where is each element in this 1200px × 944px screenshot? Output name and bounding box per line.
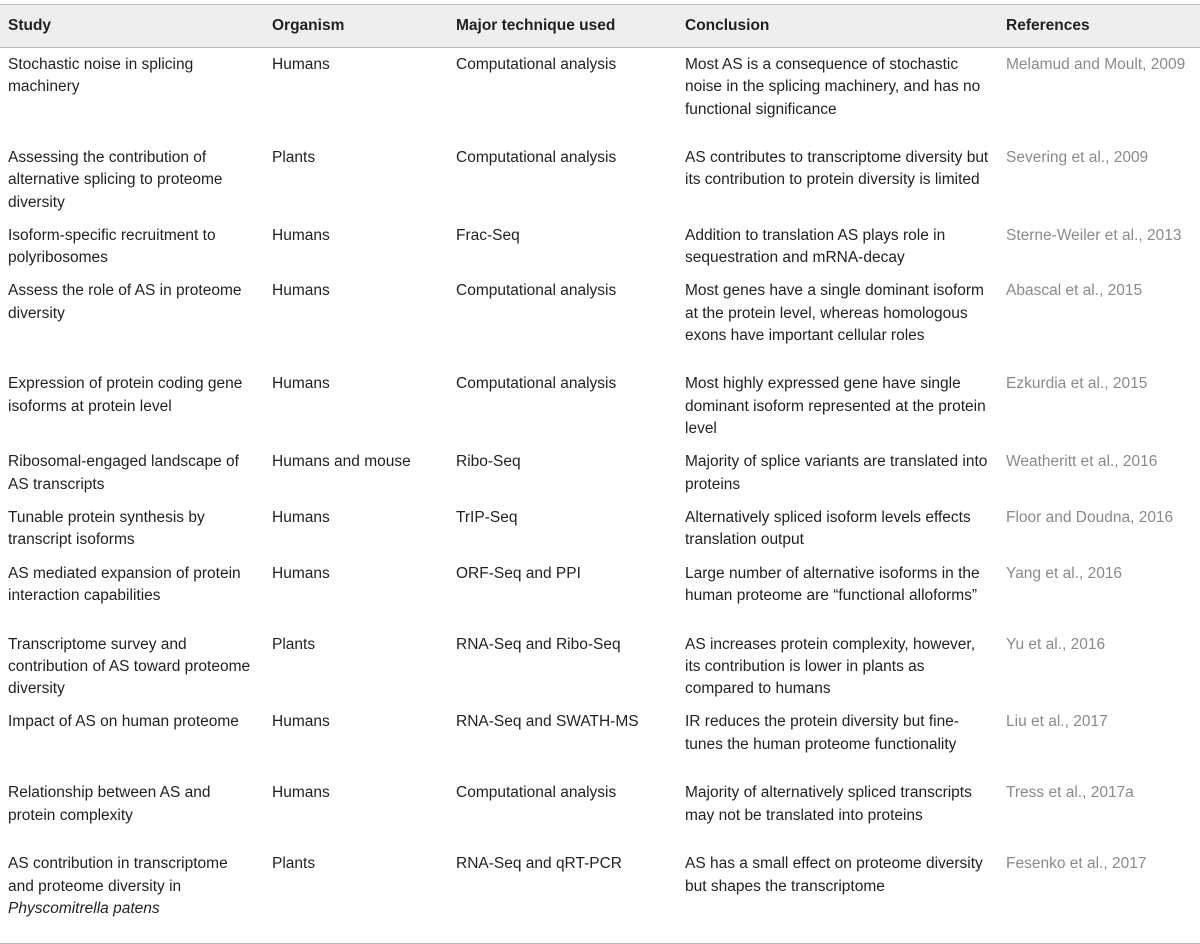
cell-conclusion: Majority of splice variants are translated into proteins bbox=[685, 453, 988, 493]
cell-conclusion: Addition to translation AS plays role in sequestration and mRNA-decay bbox=[685, 226, 946, 267]
cell-reference: Floor and Doudna, 2016 bbox=[1006, 508, 1174, 526]
cell-organism: Humans bbox=[272, 713, 330, 731]
cell-study-text: AS contribution in transcriptome and proteome diversity in bbox=[8, 855, 228, 895]
cell-technique: Computational analysis bbox=[456, 282, 617, 300]
table-row bbox=[0, 367, 1200, 445]
cell-reference: Ezkurdia et al., 2015 bbox=[1006, 375, 1148, 393]
table-row bbox=[0, 219, 1200, 275]
cell-organism: Humans bbox=[272, 282, 330, 300]
cell-organism: Plants bbox=[272, 149, 316, 166]
table-row bbox=[0, 274, 1200, 367]
cell-reference: Weatheritt et al., 2016 bbox=[1006, 453, 1158, 471]
cell-technique: Computational analysis bbox=[456, 56, 617, 73]
cell-reference: Yu et al., 2016 bbox=[1006, 635, 1106, 653]
header-technique: Major technique used bbox=[456, 17, 616, 34]
table-row bbox=[0, 141, 1200, 219]
cell-reference: Sterne-Weiler et al., 2013 bbox=[1006, 226, 1182, 244]
cell-study: Impact of AS on human proteome bbox=[8, 713, 239, 731]
studies-table-container bbox=[0, 4, 1200, 923]
cell-study: Transcriptome survey and contribution of AS toward proteome diversity bbox=[8, 635, 251, 698]
cell-technique: RNA-Seq and SWATH-MS bbox=[456, 713, 639, 731]
cell-study: Relationship between AS and protein complexity bbox=[8, 784, 211, 824]
table-row bbox=[0, 557, 1200, 628]
cell-organism: Humans bbox=[272, 375, 330, 393]
table-row bbox=[0, 705, 1200, 776]
cell-study: Ribosomal-engaged landscape of AS transcripts bbox=[8, 453, 239, 493]
table-row bbox=[0, 501, 1200, 557]
header-organism: Organism bbox=[272, 17, 345, 34]
cell-technique: TrIP-Seq bbox=[456, 508, 518, 526]
table-row bbox=[0, 628, 1200, 706]
cell-organism: Humans and mouse bbox=[272, 453, 411, 471]
cell-conclusion: AS increases protein complexity, however, its contribution is lower in plants as compared to humans bbox=[685, 635, 976, 698]
cell-study bbox=[0, 847, 264, 944]
cell-technique: Computational analysis bbox=[456, 784, 617, 802]
cell-conclusion: AS has a small effect on proteome diversity but shapes the transcriptome bbox=[685, 855, 983, 895]
cell-reference: Yang et al., 2016 bbox=[1006, 564, 1123, 582]
cell-organism: Humans bbox=[272, 564, 330, 582]
table-row bbox=[0, 445, 1200, 501]
cell-technique: Frac-Seq bbox=[456, 226, 520, 244]
cell-reference: Abascal et al., 2015 bbox=[1006, 282, 1143, 300]
cell-technique: Ribo-Seq bbox=[456, 453, 521, 471]
header-study: Study bbox=[8, 17, 52, 34]
header-row bbox=[0, 5, 1200, 48]
cell-conclusion: Large number of alternative isoforms in the human proteome are “functional alloforms” bbox=[685, 564, 980, 604]
cell-study: Assess the role of AS in proteome diversity bbox=[8, 282, 242, 322]
table-body bbox=[0, 48, 1200, 944]
cell-reference: Tress et al., 2017a bbox=[1006, 784, 1134, 802]
cell-conclusion: Most AS is a consequence of stochastic noise in the splicing machinery, and has no functional significance bbox=[685, 56, 981, 118]
cell-organism: Humans bbox=[272, 784, 330, 802]
cell-study: Expression of protein coding gene isoforms at protein level bbox=[8, 375, 243, 415]
cell-conclusion: AS contributes to transcriptome diversity but its contribution to protein diversity is limited bbox=[685, 149, 989, 189]
studies-table bbox=[0, 4, 1200, 944]
header-references: References bbox=[1006, 17, 1090, 34]
cell-study: AS mediated expansion of protein interaction capabilities bbox=[8, 564, 241, 604]
cell-conclusion: Most highly expressed gene have single dominant isoform represented at the protein level bbox=[685, 375, 986, 438]
cell-organism: Humans bbox=[272, 508, 330, 526]
cell-conclusion: Most genes have a single dominant isoform at the protein level, whereas homologous exons have important cellular roles bbox=[685, 282, 984, 345]
cell-reference: Fesenko et al., 2017 bbox=[1006, 855, 1147, 873]
cell-organism: Plants bbox=[272, 855, 316, 873]
table-row bbox=[0, 847, 1200, 944]
header-conclusion: Conclusion bbox=[685, 17, 770, 34]
cell-conclusion: Majority of alternatively spliced transcripts may not be translated into proteins bbox=[685, 784, 972, 824]
table-row bbox=[0, 48, 1200, 142]
cell-technique: Computational analysis bbox=[456, 375, 617, 393]
cell-conclusion: Alternatively spliced isoform levels effects translation output bbox=[685, 508, 971, 549]
cell-technique: RNA-Seq and qRT-PCR bbox=[456, 855, 622, 873]
cell-technique: ORF-Seq and PPI bbox=[456, 564, 581, 582]
cell-organism: Humans bbox=[272, 226, 330, 244]
table-header bbox=[0, 5, 1200, 48]
cell-reference: Melamud and Moult, 2009 bbox=[1006, 56, 1186, 73]
cell-organism: Humans bbox=[272, 56, 330, 73]
cell-reference: Severing et al., 2009 bbox=[1006, 149, 1149, 166]
cell-study: Tunable protein synthesis by transcript isoforms bbox=[8, 508, 205, 549]
table-row bbox=[0, 776, 1200, 847]
cell-conclusion: IR reduces the protein diversity but fine-tunes the human proteome functionality bbox=[685, 713, 959, 753]
cell-study: Isoform-specific recruitment to polyribosomes bbox=[8, 226, 216, 267]
cell-study: Stochastic noise in splicing machinery bbox=[8, 56, 194, 96]
cell-reference: Liu et al., 2017 bbox=[1006, 713, 1108, 731]
cell-technique: Computational analysis bbox=[456, 149, 617, 166]
cell-organism: Plants bbox=[272, 635, 316, 653]
cell-study: Assessing the contribution of alternative splicing to proteome diversity bbox=[8, 149, 223, 211]
cell-study-italic: Physcomitrella patens bbox=[8, 900, 160, 918]
cell-technique: RNA-Seq and Ribo-Seq bbox=[456, 635, 621, 653]
